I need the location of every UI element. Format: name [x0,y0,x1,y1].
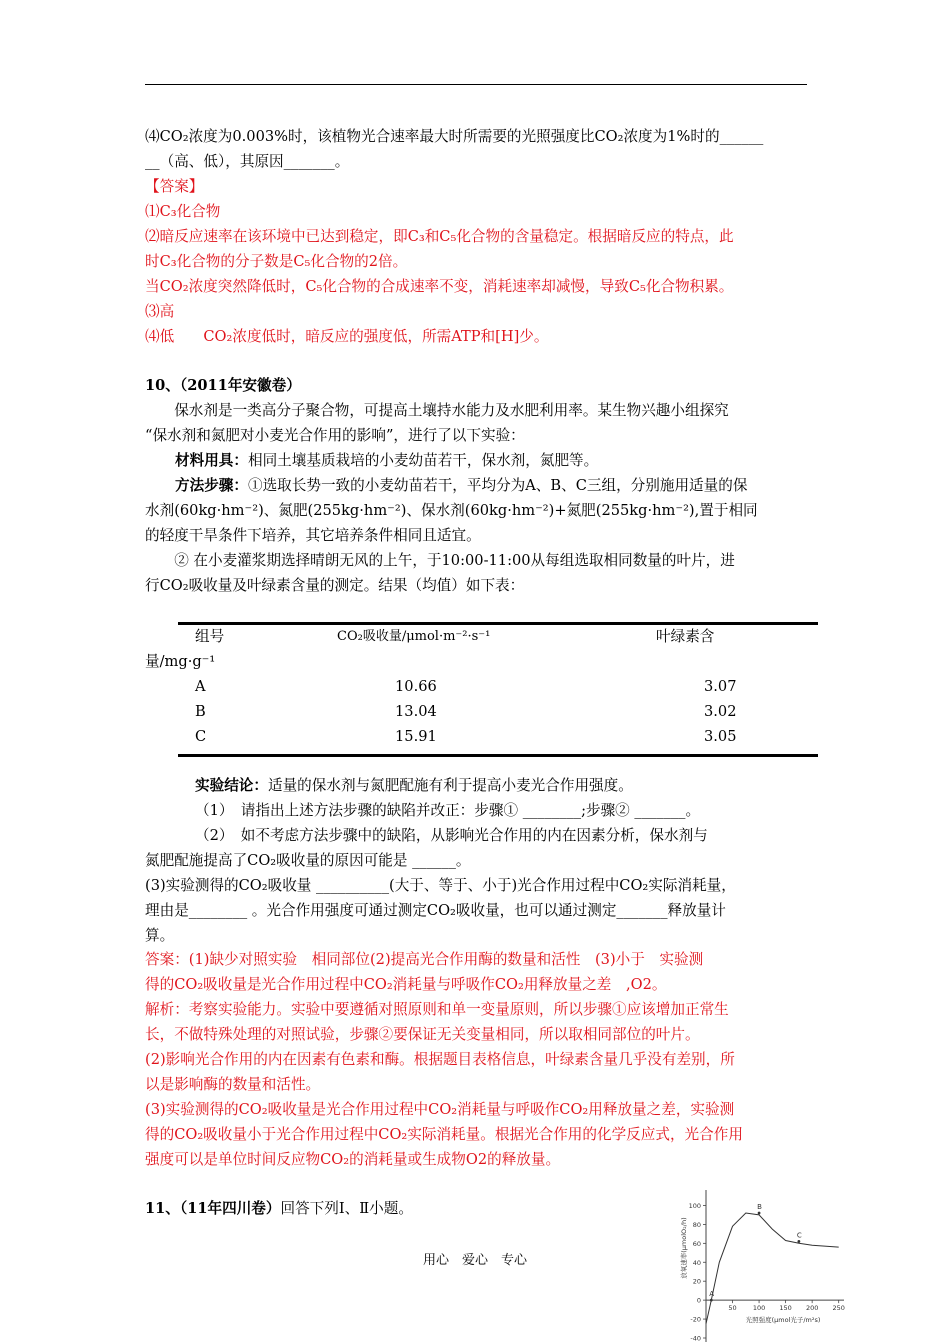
table-header-chl: 叶绿素含 [656,628,715,645]
q10-intro-line1: 保水剂是一类高分子聚合物，可提高土壤持水能力及水肥利用率。某生物兴趣小组探究 [145,402,729,419]
y-tick-label: -40 [690,1334,701,1343]
q10-analysis-line3: (2)影响光合作用的内在因素有色素和酶。根据题目表格信息，叶绿素含量几乎没有差别，所 [145,1051,735,1068]
q10-answer-line1: 答案：(1)缺少对照实验 相同部位(2)提高光合作用酶的数量和活性 (3)小于 实验测 [145,951,704,968]
q10-materials [175,448,598,473]
point-marker [758,1212,761,1215]
q10-sub3-line2: 理由是________ 。光合作用强度可通过测定CO₂吸收量，也可以通过测定_______释放量计 [145,902,726,919]
point-label: C [796,1231,802,1240]
table-header-chl-cont: 量/mg·g⁻¹ [145,653,216,670]
table-bottom-rule [178,754,818,757]
x-tick-label: 50 [728,1304,737,1313]
q10-answer-line2: 得的CO₂吸收量是光合作用过程中CO₂消耗量与呼吸作CO₂用释放量之差 ,O2。 [145,976,667,993]
y-tick-label: 40 [692,1258,701,1267]
y-tick-label: 100 [688,1201,701,1210]
y-tick-label: 0 [696,1296,701,1305]
y-tick-label: 20 [692,1277,701,1286]
point-marker [710,1299,713,1302]
q10-analysis-line4: 以是影响酶的数量和活性。 [145,1076,321,1093]
q10-title: 10、（2011年安徽卷） [145,377,301,394]
table-cell-co2: 13.04 [395,703,437,720]
q10-conclusion [195,773,633,798]
oxygen-rate-chart [672,1186,848,1344]
table-cell-group: C [195,728,207,745]
x-tick-label: 100 [752,1304,766,1313]
q10-method-line2: 水剂(60kg·hm⁻²)、氮肥(255kg·hm⁻²)、保水剂(60kg·hm⁻²)+氮肥(255kg·hm⁻²),置于相同 [145,502,758,519]
curve [706,1203,839,1324]
q10-analysis-line7: 强度可以是单位时间反应物CO₂的消耗量或生成物O2的释放量。 [145,1151,561,1168]
materials-text: 相同土壤基质栽培的小麦幼苗若干，保水剂，氮肥等。 [247,452,599,469]
q10-analysis-line6: 得的CO₂吸收量小于光合作用过程中CO₂实际消耗量。根据光合作用的化学反应式，光合作用 [145,1126,743,1143]
q10-sub2-line2: 氮肥配施提高了CO₂吸收量的原因可能是 ______。 [145,852,471,869]
q10-sub3-line1: (3)实验测得的CO₂吸收量 __________(大于、等于、小于)光合作用过程中CO₂实际消耗量， [145,877,736,894]
x-axis [706,1300,845,1312]
table-cell-chl: 3.02 [704,703,737,720]
y-tick-label: 80 [692,1220,701,1229]
table-cell-chl: 3.05 [704,728,737,745]
q11-title: 11、（11年四川卷） [145,1200,281,1217]
q11-title-rest: 回答下列Ⅰ、Ⅱ小题。 [280,1200,413,1217]
footer: 用心 爱心 专心 [422,1253,527,1268]
q10-sub2-line1: （2） 如不考虑方法步骤中的缺陷，从影响光合作用的内在因素分析，保水剂与 [195,827,708,844]
y-tick-label: 60 [692,1239,701,1248]
q9-part4-line2: __（高、低），其原因_______。 [145,153,350,170]
table-header-group: 组号 [195,628,225,645]
y-axis [689,1190,706,1343]
q9-answer-2-line3: 当CO₂浓度突然降低时，C₅化合物的合成速率不变，消耗速率却减慢，导致C₅化合物积累。 [145,278,734,295]
q10-step2-line1: ② 在小麦灌浆期选择晴朗无风的上午，于10:00-11:00从每组选取相同数量的叶片，进 [145,552,735,569]
q10-analysis-line2: 长，不做特殊处理的对照试验，步骤②要保证无关变量相同，所以取相同部位的叶片。 [145,1026,700,1043]
y-tick-label: -20 [690,1315,701,1324]
table-cell-co2: 15.91 [395,728,437,745]
q9-answer-2-line2: 时C₃化合物的分子数是C₅化合物的2倍。 [145,253,408,270]
q9-part4-line1: ⑷CO₂浓度为0.003%时，该植物光合速率最大时所需要的光照强度比CO₂浓度为1%时的______ [145,128,764,145]
q11-title-line [145,1196,413,1221]
q10-method [175,473,747,498]
table-cell-group: A [195,678,206,695]
q10-intro-line2: “保水剂和氮肥对小麦光合作用的影响”，进行了以下实验： [145,427,525,444]
table-cell-chl: 3.07 [704,678,737,695]
q10-sub3-line3: 算。 [145,927,175,944]
table-top-rule [178,622,818,625]
conclusion-label: 实验结论： [195,777,268,794]
materials-label: 材料用具： [175,452,248,469]
x-tick-label: 200 [805,1304,819,1313]
x-tick-label: 150 [779,1304,792,1313]
oxygen-rate-line [706,1213,839,1324]
table-cell-group: B [195,703,206,720]
header-rule [145,84,807,85]
x-axis-label: 光照强度(μmol光子/m²s) [745,1316,821,1325]
point-label: A [709,1290,715,1299]
answer-label: 【答案】 [145,178,204,195]
point-label: B [757,1203,762,1212]
table-cell-co2: 10.66 [395,678,437,695]
q10-method-line3: 的轻度干旱条件下培养，其它培养条件相同且适宜。 [145,527,481,544]
y-axis-label: 放氧速率(μmolO₂/h) [680,1217,688,1279]
method-label: 方法步骤： [175,477,248,494]
method-line1: ①选取长势一致的小麦幼苗若干，平均分为A、B、C三组，分别施用适量的保 [247,477,748,494]
table-header-co2: CO₂吸收量/μmol·m⁻²·s⁻¹ [337,629,491,644]
q9-answer-3: ⑶高 [145,303,175,320]
q9-answer-2-line1: ⑵暗反应速率在该环境中已达到稳定，即C₃和C₅化合物的含量稳定。根据暗反应的特点，此 [145,228,734,245]
q10-sub1: （1） 请指出上述方法步骤的缺陷并改正：步骤① ________;步骤② _______。 [195,802,701,819]
x-tick-label: 250 [832,1304,845,1313]
q10-analysis-line1: 解析：考察实验能力。实验中要遵循对照原则和单一变量原则，所以步骤①应该增加正常生 [145,1001,729,1018]
q9-answer-1: ⑴C₃化合物 [145,203,221,220]
q10-analysis-line5: (3)实验测得的CO₂吸收量是光合作用过程中CO₂消耗量与呼吸作CO₂用释放量之差，实验测 [145,1101,735,1118]
q10-step2-line2: 行CO₂吸收量及叶绿素含量的测定。结果（均值）如下表： [145,577,525,594]
q9-answer-4: ⑷低 CO₂浓度低时，暗反应的强度低，所需ATP和[H]少。 [145,328,549,345]
conclusion-text: 适量的保水剂与氮肥配施有利于提高小麦光合作用强度。 [267,777,633,794]
point-marker [797,1240,800,1243]
